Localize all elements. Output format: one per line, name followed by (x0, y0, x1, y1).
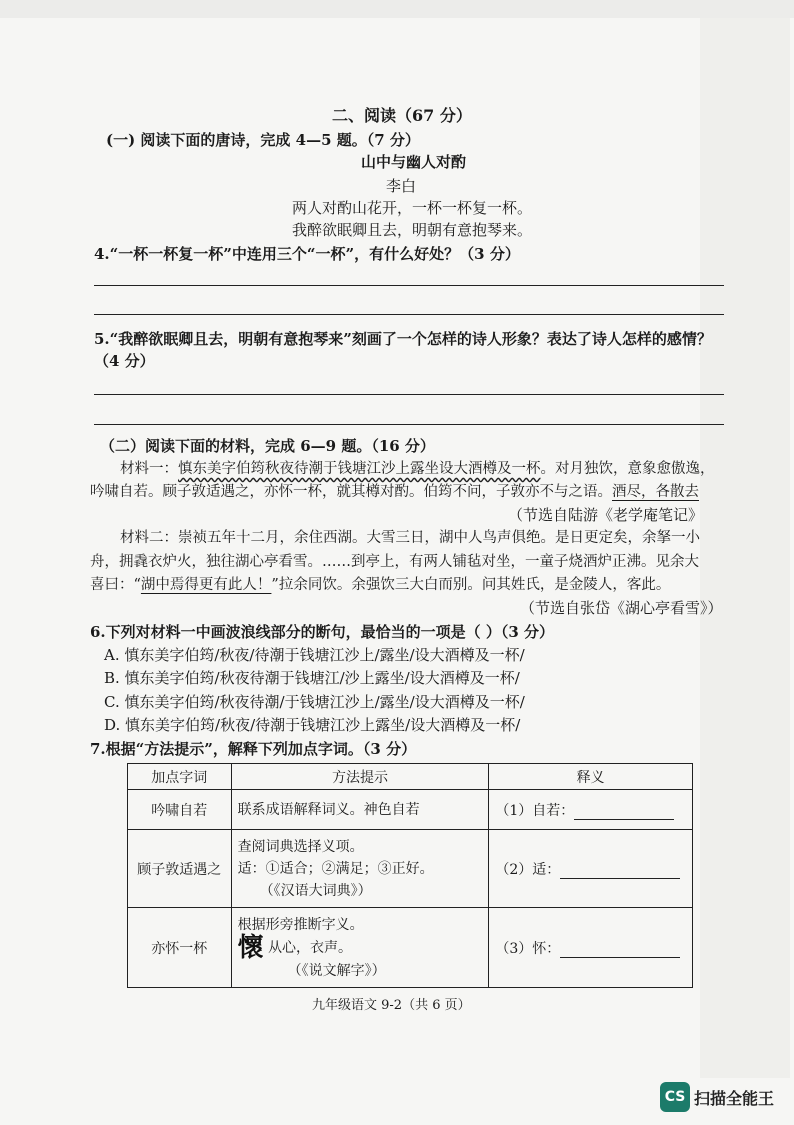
poem-title: 山中与幽人对酌 (361, 153, 467, 171)
question-6: 6.下列对材料一中画波浪线部分的断句，最恰当的一项是（ ）（3 分） (90, 623, 555, 641)
poem-line-1: 两人对酌山花开，一杯一杯复一杯。 (292, 199, 533, 217)
material-1-line2-text: 吟啸自若。顾子敦适遇之，亦怀一杯，就其樽对酌。伯筠不问，子敦亦不与之语。 (90, 484, 612, 500)
table-row (128, 908, 693, 988)
camscanner-watermark: 扫描全能王 (694, 1089, 775, 1108)
question-4: 4.“一杯一杯复一杯”中连用三个“一杯”，有什么好处？（3 分） (94, 245, 520, 263)
material-2-line3-start: 喜曰：“ (90, 577, 141, 593)
part1-instruction: (一) 阅读下面的唐诗，完成 4—5 题。（7 分） (106, 131, 420, 149)
material-1-label: 材料一： (120, 461, 178, 477)
poem-author: 李白 (386, 177, 417, 195)
row2-hint-line2: 适：①适合；②满足；③正好。 (237, 860, 434, 877)
row1-answer-blank[interactable] (574, 805, 674, 820)
q6-option-d[interactable]: D. 慎东美字伯筠/秋夜/待潮于钱塘江沙上露坐/设大酒樽及一杯/ (104, 716, 521, 734)
row3-word: 亦怀一杯 (128, 908, 232, 988)
bleed-through-edge (700, 18, 790, 1078)
material-1-wavy-text: 慎东美字伯筠秋夜待潮于钱塘江沙上露坐设大酒樽及一杯 (178, 461, 541, 477)
question-5-line2: （4 分） (94, 352, 155, 370)
header-meaning: 释义 (489, 764, 693, 790)
material-1-source: （节选自陆游《老学庵笔记》 (508, 506, 704, 524)
camscanner-logo-icon: CS (660, 1082, 690, 1112)
part2-instruction: （二）阅读下面的材料，完成 6—9 题。（16 分） (100, 437, 435, 455)
answer-line-q5-1[interactable] (94, 394, 724, 395)
answer-line-q4-2[interactable] (94, 314, 724, 315)
row1-answer-cell[interactable] (489, 790, 693, 830)
material-2-line3-end: ”拉余同饮。余强饮三大白而别。问其姓氏，是金陵人，客此。 (271, 577, 671, 593)
row3-hint-line2: 从心，衣声。 (268, 939, 353, 956)
table-row (128, 830, 693, 908)
row1-word: 吟啸自若 (128, 790, 232, 830)
material-1-underlined: 酒尽，各散去 (612, 484, 699, 500)
poem-line-2: 我醉欲眠卿且去，明朝有意抱琴来。 (292, 221, 533, 239)
row3-answer-label: （3）怀： (495, 940, 561, 957)
row3-answer-blank[interactable] (560, 943, 680, 958)
row2-answer-label: （2）适： (495, 861, 561, 878)
material-2-line1: 材料二：崇祯五年十二月，余住西湖。大雪三日，湖中人鸟声俱绝。是日更定矣，余拏一小 (120, 530, 700, 546)
row2-word: 顾子敦适遇之 (128, 830, 232, 908)
material-2-source: （节选自张岱《湖心亭看雪》） (520, 599, 723, 617)
row1-hint (231, 790, 489, 830)
row1-hint-text: 联系成语解释词义。神色自若 (237, 801, 420, 818)
material-2-line3 (90, 575, 670, 595)
table-header-row (128, 764, 693, 790)
question-7: 7.根据“方法提示”，解释下列加点字词。（3 分） (90, 740, 417, 758)
answer-line-q4-1[interactable] (94, 285, 724, 286)
method-table (127, 763, 693, 988)
row3-hint-line1: 根据形旁推断字义。 (237, 916, 364, 933)
header-hint: 方法提示 (231, 764, 489, 790)
material-1-rest: 。对月独饮，意象愈傲逸， (540, 461, 715, 477)
row2-answer-cell[interactable] (489, 830, 693, 908)
table-row (128, 790, 693, 830)
page-footer: 九年级语文 9-2（共 6 页） (312, 998, 471, 1013)
row3-hint (231, 908, 489, 988)
row1-answer-label: （1）自若： (495, 802, 575, 819)
section-title: 二、阅读（67 分） (332, 106, 472, 125)
row3-answer-cell[interactable] (489, 908, 693, 988)
seal-character-icon: 懷 (237, 932, 264, 963)
answer-line-q5-2[interactable] (94, 424, 724, 425)
row2-hint (231, 830, 489, 908)
q6-option-b[interactable]: B. 慎东美字伯筠/秋夜待潮于钱塘江/沙上露坐/设大酒樽及一杯/ (104, 669, 520, 687)
question-5-line1: 5.“我醉欲眠卿且去，明朝有意抱琴来”刻画了一个怎样的诗人形象？表达了诗人怎样的感情？ (94, 330, 712, 348)
material-1-line2 (90, 482, 699, 502)
row3-hint-line3: （《说文解字》） (287, 962, 386, 979)
q6-option-c[interactable]: C. 慎东美字伯筠/秋夜待潮/于钱塘江沙上/露坐/设大酒樽及一杯/ (104, 693, 525, 711)
row2-hint-line1: 查阅词典选择义项。 (237, 838, 364, 855)
row2-hint-line3: （《汉语大词典》） (259, 882, 372, 899)
material-1-line1 (120, 459, 715, 479)
q6-option-a[interactable]: A. 慎东美字伯筠/秋夜/待潮于钱塘江沙上/露坐/设大酒樽及一杯/ (104, 646, 525, 664)
row2-answer-blank[interactable] (560, 864, 680, 879)
bleed-through-top (0, 0, 794, 18)
header-word: 加点字词 (128, 764, 232, 790)
material-2-line2: 舟，拥毳衣炉火，独往湖心亭看雪。……到亭上，有两人铺毡对坐，一童子烧酒炉正沸。见余大 (90, 554, 699, 570)
material-2-underlined: 湖中焉得更有此人！ (140, 577, 272, 593)
